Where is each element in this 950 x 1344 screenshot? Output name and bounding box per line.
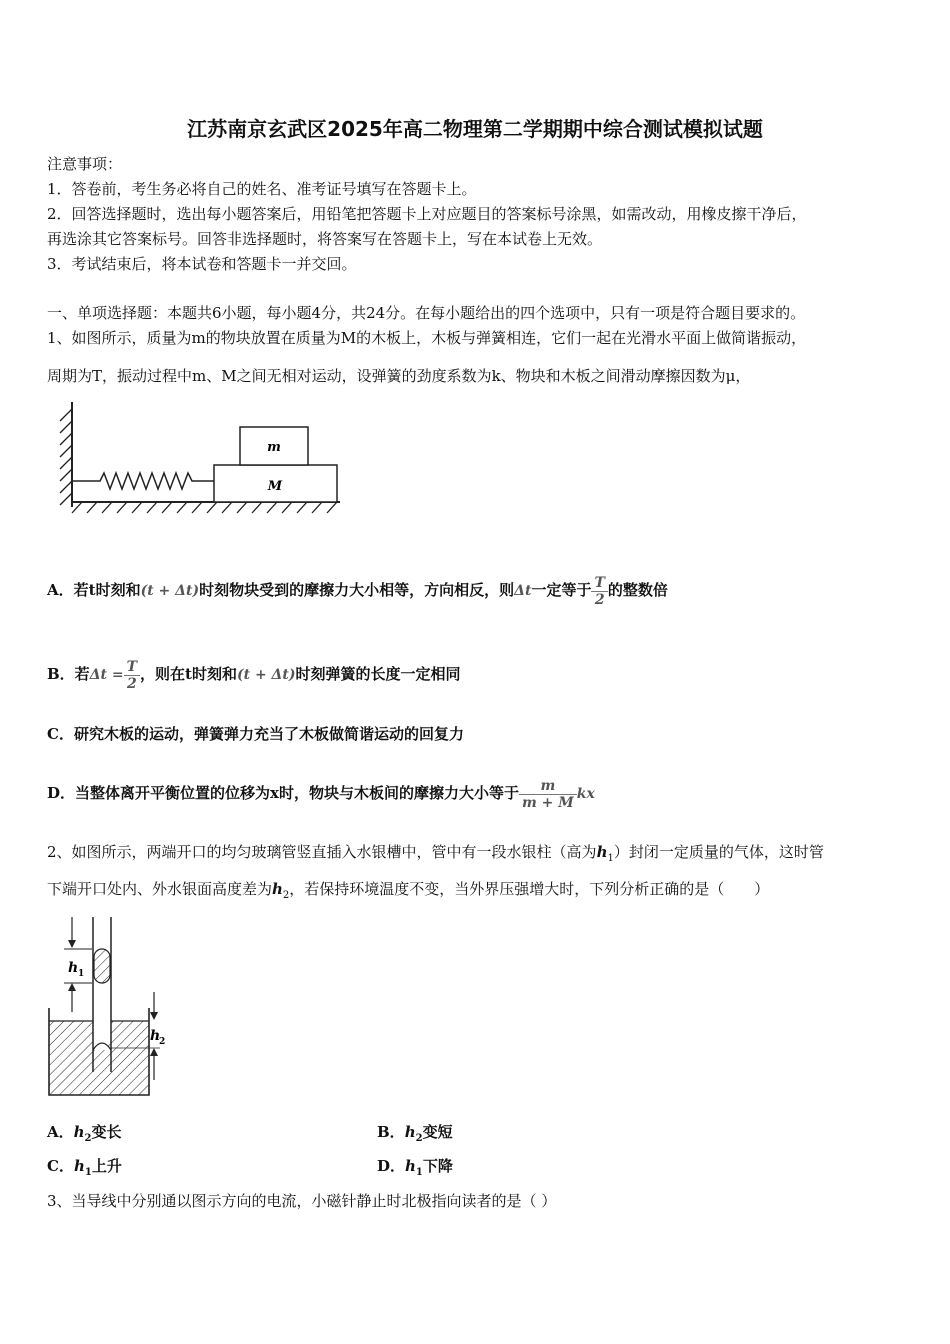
h2-label-sub: 2: [159, 1037, 166, 1047]
notice-item: 1．答卷前，考生务必将自己的姓名、准考证号填写在答题卡上。: [47, 180, 477, 198]
q1-option-b: B．若Δt = $\frac{T}{2}$ ，则在t时刻和(t + Δt)时刻弹簧的长度一定相同: [47, 658, 461, 692]
mercury-tube-figure: [44, 912, 174, 1097]
h2-label: h: [150, 1028, 161, 1044]
h1-label-sub: 1: [78, 969, 85, 979]
section-heading: 一、单项选择题：本题共6小题，每小题4分，共24分。在每小题给出的四个选项中，只有一项是符合题目要求的。: [47, 304, 806, 322]
q1-option-a: A．若t时刻和(t + Δt)时刻物块受到的摩擦力大小相等，方向相反，则Δt一定等于 $\frac{T}{2}$ 的整数倍: [47, 574, 668, 608]
block-m-label: m: [267, 440, 281, 455]
notice-item: 再选涂其它答案标号。回答非选择题时，将答案写在答题卡上，写在本试卷上无效。: [47, 230, 603, 248]
q1-stem-line1: 1、如图所示，质量为m的物块放置在质量为M的木板上，木板与弹簧相连，它们一起在光滑水平面上做简谐振动，: [47, 329, 807, 347]
page-title: 江苏南京玄武区2025年高二物理第二学期期中综合测试模拟试题: [187, 117, 763, 141]
spring-block-figure: [52, 397, 352, 522]
notice-item: 3．考试结束后，将本试卷和答题卡一并交回。: [47, 255, 357, 273]
q2-option-a: A．$h_2$变长: [47, 1123, 122, 1144]
q2-stem-line1: 2、如图所示，两端开口的均匀玻璃管竖直插入水银槽中，管中有一段水银柱（高为$h_1$）封闭一定质量的气体，这时管: [47, 843, 824, 864]
q2-option-b: B．$h_2$变短: [377, 1123, 453, 1144]
h1-label: h: [68, 960, 79, 976]
notice-item: 2．回答选择题时，选出每小题答案后，用铅笔把答题卡上对应题目的答案标号涂黑，如需改动，用橡皮擦干净后，: [47, 205, 807, 223]
q2-option-c: C．$h_1$上升: [47, 1157, 122, 1178]
q1-option-c: C．研究木板的运动，弹簧弹力充当了木板做简谐运动的回复力: [47, 725, 464, 743]
q1-option-d: D．当整体离开平衡位置的位移为x时，物块与木板间的摩擦力大小等于 $\frac{m}{m + M}$ kx: [47, 777, 595, 811]
q2-stem-line2: 下端开口处内、外水银面高度差为$h_2$，若保持环境温度不变，当外界压强增大时，下列分析正确的是（ ）: [47, 880, 770, 901]
notice-heading: 注意事项：: [47, 155, 123, 173]
q1-stem-line2: 周期为T，振动过程中m、M之间无相对运动，设弹簧的劲度系数为k、物块和木板之间滑动摩擦因数为μ，: [47, 367, 751, 385]
q2-option-d: D．$h_1$下降: [377, 1157, 453, 1178]
q3-stem: 3、当导线中分别通以图示方向的电流，小磁针静止时北极指向读者的是（ ）: [47, 1192, 557, 1210]
block-M-label: M: [267, 479, 283, 494]
